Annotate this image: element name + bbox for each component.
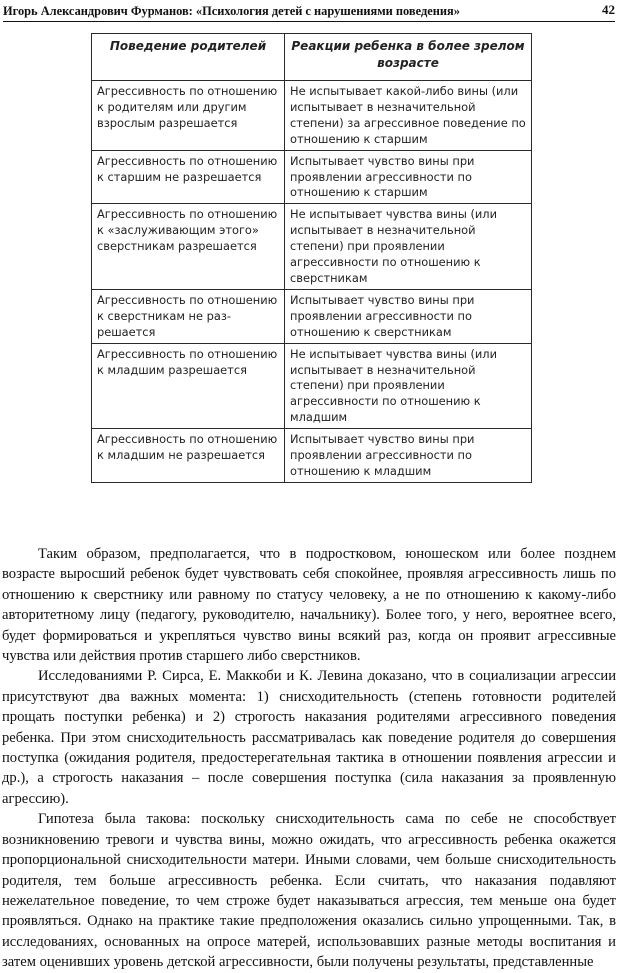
- table-header-row: [92, 34, 532, 81]
- table-cell-child-reaction: Испытывает чувство вины при проявлении агрессивности по отношению к старшим: [285, 150, 532, 204]
- table-cell-child-reaction: Не испытывает чувства вины (или испытывает в незначительной степени) при проявлении агрессивности по отношению к сверстникам: [285, 204, 532, 290]
- table-row: [92, 81, 532, 151]
- table-cell-child-reaction: Не испытывает чувства вины (или испытывает в незначительной степени) при проявлении агрессивности по отношению к младшим: [285, 343, 532, 429]
- paragraph: Исследованиями Р. Сирса, Е. Маккоби и К. Левина доказано, что в социализации агрессии присутствуют два важных момента: 1) снисходительность (степень готовности родителей прощать поступки ребенка) и 2) строгость наказания родителями агрессивного поведения ребенка. При этом снисходительность рассматривалась как поведение родителя до совершения поступка (ожидания родителя, предостерегательная тактика в отношении появления агрессии и др.), а строгость наказания – после совершения поступка (сила наказания за проявленную агрессию).: [2, 668, 616, 807]
- table-cell-parent-behavior: Агрессивность по отношению к младшим не разрешается: [92, 429, 285, 483]
- table-row: [92, 343, 532, 429]
- behavior-table: [91, 33, 532, 483]
- table-cell-child-reaction: Испытывает чувство вины при проявлении агрессивности по отношению к младшим: [285, 429, 532, 483]
- table-cell-child-reaction: Испытывает чувство вины при проявлении агрессивности по отношению к сверстникам: [285, 289, 532, 343]
- header-rule: [3, 21, 615, 22]
- table-cell-child-reaction: Не испытывает какой-либо вины (или испытывает в незначительной степени) за агрессивное поведение по отношению к старшим: [285, 81, 532, 151]
- column-header-child: Реакции ребенка в более зрелом возрасте: [285, 34, 532, 81]
- column-header-parents: Поведение родителей: [92, 34, 285, 81]
- body-text: [2, 544, 616, 973]
- table-row: [92, 150, 532, 204]
- table-cell-parent-behavior: Агрессивность по отношению к сверстникам не разрешается: [92, 289, 285, 343]
- table-cell-parent-behavior: Агрессивность по отношению к родителям или другим взрослым разрешается: [92, 81, 285, 151]
- paragraph: Гипотеза была такова: поскольку снисходительность сама по себе не способствует возникновению тревоги и чувства вины, можно ожидать, что агрессивность ребенка окажется пропорциональной снисходительности матери. Иными словами, чем больше снисходительность родителя, тем больше агрессивность ребенка. Если считать, что наказания подавляют нежелательное поведение, то чем строже будет наказываться агрессия, тем меньше она будет проявляться. Однако на практике такие предположения оказались сильно упрощенными. Так, в исследованиях, основанных на опросе матерей, использовавших разные методы воспитания и затем оценивших уровень детской агрессивности, были получены результаты, представленные: [2, 811, 616, 971]
- table-row: [92, 429, 532, 483]
- table-row: [92, 289, 532, 343]
- table-cell-parent-behavior: Агрессивность по отношению к старшим не разрешается: [92, 150, 285, 204]
- table-cell-parent-behavior: Агрессивность по отношению к «заслуживающим этого» сверстникам разрешается: [92, 204, 285, 290]
- page-header: [3, 2, 615, 22]
- book-title: Игорь Александрович Фурманов: «Психология детей с нарушениями поведения»: [3, 4, 460, 18]
- table-cell-parent-behavior: Агрессивность по отношению к младшим разрешается: [92, 343, 285, 429]
- paragraph: Таким образом, предполагается, что в подростковом, юношеском или более позднем возрасте выросший ребенок будет чувствовать себя спокойнее, проявляя агрессивность лишь по отношению к сверстнику или равному по статусу человеку, а не по отношению к какому-либо авторитетному лицу (педагогу, руководителю, начальнику). Более того, у него, вероятнее всего, будет формироваться и укрепляться чувство вины всякий раз, когда он проявит агрессивные чувства или действия против старшего либо сверстников.: [2, 546, 616, 665]
- table-row: [92, 204, 532, 290]
- page-number: 42: [602, 2, 615, 17]
